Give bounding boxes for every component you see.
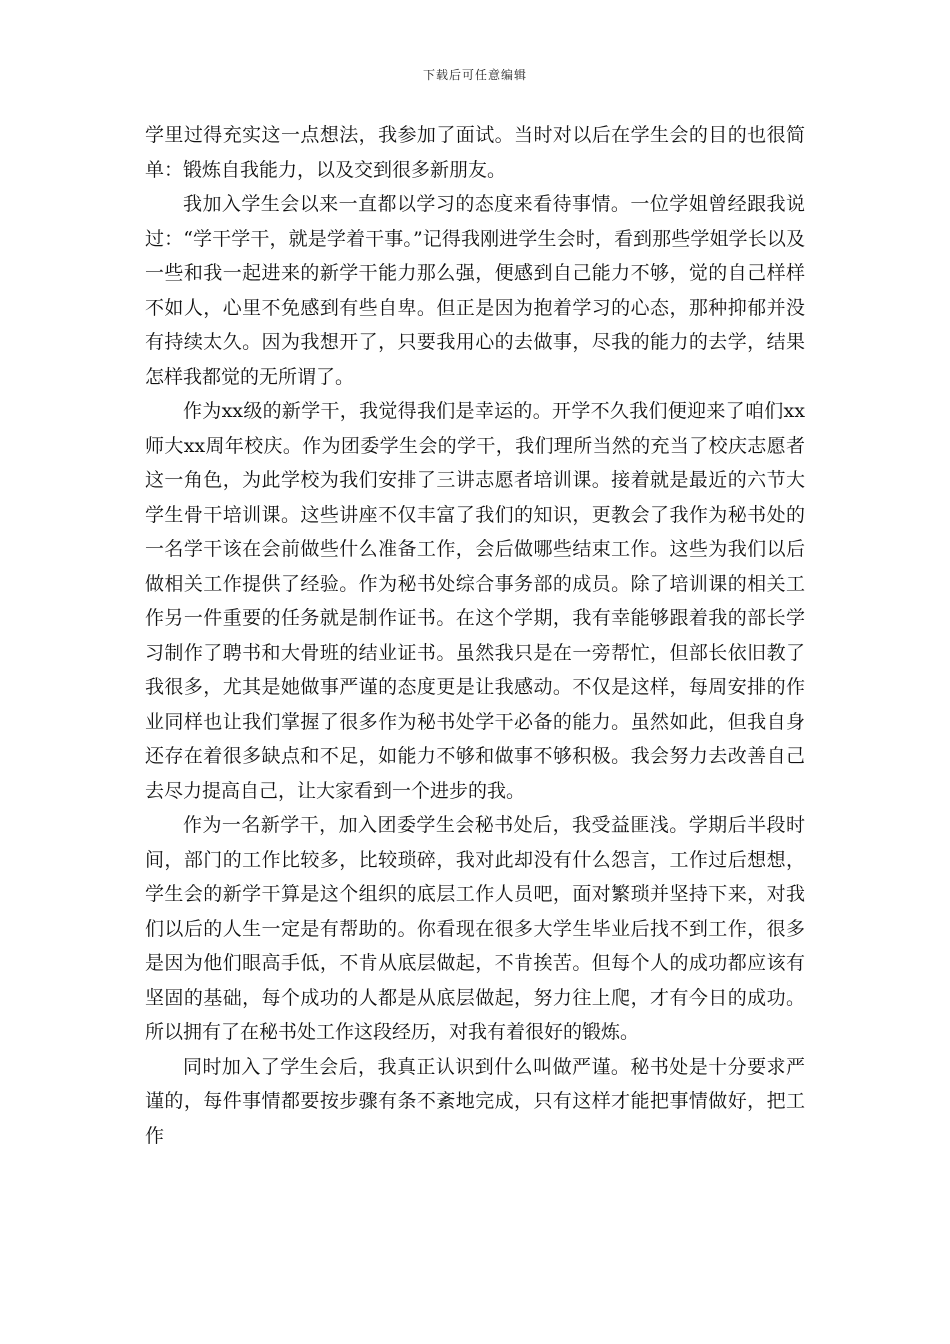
paragraph-3: 作为xx级的新学干，我觉得我们是幸运的。开学不久我们便迎来了咱们xx师大xx周年校庆。作为团委学生会的学干，我们理所当然的充当了校庆志愿者这一角色，为此学校为我们安排了三讲志愿者培训课。接着就是最近的六节大学生骨干培训课。这些讲座不仅丰富了我们的知识，更教会了我作为秘书处的一名学干该在会前做些什么准备工作，会后做哪些结束工作。这些为我们以后做相关工作提供了经验。作为秘书处综合事务部的成员。除了培训课的相关工作另一件重要的任务就是制作证书。在这个学期，我有幸能够跟着我的部长学习制作了聘书和大骨班的结业证书。虽然我只是在一旁帮忙，但部长依旧教了我很多，尤其是她做事严谨的态度更是让我感动。不仅是这样，每周安排的作业同样也让我们掌握了很多作为秘书处学干必备的能力。虽然如此，但我自身还存在着很多缺点和不足，如能力不够和做事不够积极。我会努力去改善自己去尽力提高自己，让大家看到一个进步的我。 [145, 400, 805, 802]
paragraph-4: 作为一名新学干，加入团委学生会秘书处后，我受益匪浅。学期后半段时间，部门的工作比较多，比较琐碎，我对此却没有什么怨言，工作过后想想，学生会的新学干算是这个组织的底层工作人员吧，面对繁琐并坚持下来，对我们以后的人生一定是有帮助的。你看现在很多大学生毕业后找不到工作，很多是因为他们眼高手低，不肯从底层做起，不肯挨苦。但每个人的成功都应该有坚固的基础，每个成功的人都是从底层做起，努力往上爬，才有今日的成功。所以拥有了在秘书处工作这段经历，对我有着很好的锻炼。 [145, 814, 805, 1043]
paragraph-2: 我加入学生会以来一直都以学习的态度来看待事情。一位学姐曾经跟我说过：“学干学干，就是学着干事。”记得我刚进学生会时，看到那些学姐学长以及一些和我一起进来的新学干能力那么强，便感到自己能力不够，觉的自己样样不如人，心里不免感到有些自卑。但正是因为抱着学习的心态，那种抑郁并没有持续太久。因为我想开了，只要我用心的去做事，尽我的能力的去学，结果怎样我都觉的无所谓了。 [145, 193, 805, 388]
paragraph-5: 同时加入了学生会后，我真正认识到什么叫做严谨。秘书处是十分要求严谨的，每件事情都要按步骤有条不紊地完成，只有这样才能把事情做好，把工作 [145, 1055, 805, 1147]
paragraph-1: 学里过得充实这一点想法，我参加了面试。当时对以后在学生会的目的也很简单：锻炼自我能力，以及交到很多新朋友。 [145, 124, 805, 181]
page-header: 下载后可任意编辑 [422, 68, 527, 82]
document-body [145, 118, 805, 1153]
